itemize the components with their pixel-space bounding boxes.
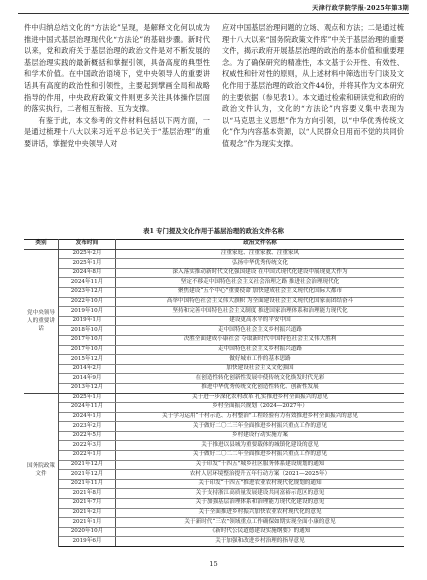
- date-cell: 2017年10月: [59, 335, 116, 345]
- document-name-cell: 坚持和完善中国特色社会主义制度 推进国家治理体系和治理能力现代化: [116, 307, 405, 317]
- table-row: [24, 537, 404, 547]
- document-name-cell: 建设更高水平的平安中国: [116, 316, 405, 326]
- document-name-cell: 关于新时代“三农”领域重点工作确保如期实现全面小康的意见: [116, 518, 405, 528]
- right-column: [222, 22, 404, 150]
- header-rule: [18, 13, 409, 14]
- table-row: [24, 249, 404, 259]
- document-name-cell: 在创造性转化创新性发展中使传统文化焕发时代光彩: [116, 374, 405, 384]
- table-row: [24, 508, 404, 518]
- table-row: [24, 441, 404, 451]
- date-cell: 2018年10月: [59, 326, 116, 336]
- date-cell: 2014年9月: [59, 374, 116, 384]
- date-cell: 2022年1月: [59, 451, 116, 461]
- document-name-cell: 坚定不移走中国特色社会主义社会治理之路 推进社会治理现代化: [116, 278, 405, 288]
- table-row: [24, 345, 404, 355]
- date-cell: 2024年11月: [59, 278, 116, 288]
- table-row: [24, 431, 404, 441]
- table-row: [24, 527, 404, 537]
- page-number: 15: [209, 560, 218, 568]
- header-time: 发布时间: [59, 240, 116, 250]
- document-name-cell: 做好城市工作的基本思路: [116, 355, 405, 365]
- table-row: [24, 335, 404, 345]
- date-cell: 2015年12月: [59, 355, 116, 365]
- table-row: [24, 364, 404, 374]
- table-row: [24, 460, 404, 470]
- table-row: [24, 259, 404, 269]
- date-cell: 2025年1月: [59, 393, 116, 403]
- document-name-cell: 加快建设社会主义文化强国: [116, 364, 405, 374]
- date-cell: 2021年12月: [59, 470, 116, 480]
- document-name-cell: 乡村全面振兴规划（2024—2027年）: [116, 403, 405, 413]
- date-cell: 2019年10月: [59, 307, 116, 317]
- document-name-cell: 关于做好二〇二三年全面推进乡村振兴重点工作的意见: [116, 422, 405, 432]
- document-name-cell: 关于支持浙江高质量发展建设共同富裕示范区的意见: [116, 489, 405, 499]
- date-cell: 2023年2月: [59, 422, 116, 432]
- right-paragraph-1: 应对中国基层治理问题的立场、观点和方法；二是通过梳理十八大以来“国务院政策文件库”中关于基层治理的重要文件，揭示政府开展基层治理的政治的基本价值和重要理念。为了确保研究的精准性，本文基于公开性、有效性、权威性和针对性的原则，从上述材料中筛选出专门谈及文化作用于基层治理的政治文件44份，并将其作为文本研究的主要依据（参见表1）。本文通过检索和研读党和政府的政治文件认为，文化的“方法论”内容要义集中表现为以“马克思主义思想”作为方向引领，以“中华优秀传统文化”作为内容基本资源，以“人民群众日用而不觉的共同价值观念”作为现实支撑。: [222, 23, 404, 148]
- date-cell: 2024年11月: [59, 403, 116, 413]
- date-cell: 2023年12月: [59, 287, 116, 297]
- table-row: [24, 287, 404, 297]
- table-row: [24, 374, 404, 384]
- document-table: [24, 239, 404, 547]
- table-row: [24, 307, 404, 317]
- date-cell: 2019年1月: [59, 316, 116, 326]
- document-name-cell: 深入落实推动新时代文化强国建设 在中国式现代化建设中展现更大作为: [116, 268, 405, 278]
- table-row: [24, 355, 404, 365]
- category-cell: 党中央领导人的重要讲话: [24, 249, 59, 393]
- table-row: [24, 479, 404, 489]
- document-name-cell: 关于推进以县城为重要载体的城镇化建设的意见: [116, 441, 405, 451]
- table-row: [24, 499, 404, 509]
- date-cell: 2020年10月: [59, 527, 116, 537]
- document-name-cell: 关于印发“十四五”城乡社区服务体系建设规划的通知: [116, 460, 405, 470]
- left-paragraph-2: 有鉴于此，本文参考的文件材料包括以下两方面，一是通过梳理十八大以来习近平总书记关于“基层治理”的重要讲话，掌握党中央领导人对: [24, 115, 210, 148]
- table-caption: 表1 专门提及文化作用于基层治理的政治文件名称: [143, 227, 284, 235]
- date-cell: 2013年12月: [59, 383, 116, 393]
- table-header-row: [24, 240, 404, 250]
- table-row: [24, 412, 404, 422]
- document-name-cell: 推进中华优秀传统文化创造性转化、创新性发展: [201, 384, 319, 391]
- date-cell: 2025年2月: [59, 249, 116, 259]
- date-cell: 2025年1月: [59, 259, 116, 269]
- document-name-cell: 关于加强和改进乡村治理的指导意见: [116, 537, 405, 547]
- table-row: [24, 393, 404, 403]
- table-row: [24, 403, 404, 413]
- document-name-cell: 关于印发“十四五”推进农业农村现代化规划的通知: [116, 479, 405, 489]
- document-name-cell: 关于学习运用“千村示范、万村整治”工程经验有力有效推进乡村全面振兴的意见: [116, 412, 405, 422]
- left-column: [24, 22, 210, 150]
- date-cell: 2021年2月: [59, 508, 116, 518]
- table-row: [24, 278, 404, 288]
- document-name-cell: 关于全面推进乡村振兴加快农业农村现代化的意见: [116, 508, 405, 518]
- date-cell: 2021年11月: [59, 479, 116, 489]
- table-row: [24, 316, 404, 326]
- date-cell: 2024年1月: [59, 412, 116, 422]
- document-name-cell: 聚焦建设“五个中心”重要使命 加快建成社会主义现代化国际大都市: [116, 287, 405, 297]
- document-name-cell: 乡村建设行动实施方案: [116, 431, 405, 441]
- date-cell: 2022年5月: [59, 431, 116, 441]
- document-name-cell: 关于做好二〇二二年全面推进乡村振兴重点工作的意见: [116, 451, 405, 461]
- table-row: [24, 268, 404, 278]
- document-name-cell: 农村人居环境整治提升五年行动方案（2021—2025年）: [116, 470, 405, 480]
- date-cell: 2017年10月: [59, 345, 116, 355]
- table-row: [24, 383, 404, 393]
- header-type: 类别: [24, 240, 59, 250]
- table-row: [24, 297, 404, 307]
- running-header: [0, 0, 427, 12]
- date-cell: 2014年2月: [59, 364, 116, 374]
- table-row: [24, 470, 404, 480]
- document-name-cell: 关于进一步深化农村改革 扎实推进乡村全面振兴的意见: [116, 393, 405, 403]
- left-paragraph-1: 件中归纳总结文化的“方法论”呈现，是解释文化何以成为推进中国式基层治理现代化“方法论”的基础步骤。新时代以来，党和政府关于基层治理的政治文件是对不断发展的基层治理实践的最新概括和掌握引领，具备高度的典型性和学术价值。在中国政治语境下，党中央领导人的重要讲话具有高度的政治性和引领性，主要起到擘画全局和战略指导的作用，中央政府政策文件则更多关注具体操作层面的落实执行，二者相互衔接、互为支撑。: [24, 23, 210, 114]
- document-name-cell: 走中国特色社会主义乡村振兴道路: [116, 326, 405, 336]
- document-name-cell: 走中国特色社会主义乡村振兴道路: [116, 345, 405, 355]
- document-name-cell: 高举中国特色社会主义伟大旗帜 为全面建设社会主义现代化国家而团结奋斗: [116, 297, 405, 307]
- document-name-cell: 弘扬中华优秀传统文化: [116, 259, 405, 269]
- date-cell: 2021年7月: [59, 499, 116, 509]
- document-name-cell: 关于加强基层治理体系和治理能力现代化建设的意见: [116, 499, 405, 509]
- header-name: 政治文件名称: [116, 240, 405, 250]
- table-row: [24, 489, 404, 499]
- table-row: [24, 422, 404, 432]
- date-cell: 2021年8月: [59, 489, 116, 499]
- document-name-cell: 注重家庭、注重家教、注重家风: [116, 249, 405, 259]
- table-row: [24, 518, 404, 528]
- date-cell: 2021年12月: [59, 460, 116, 470]
- table-row: [24, 326, 404, 336]
- journal-title: 天津行政学院学报·2025年第3期: [312, 5, 409, 12]
- category-cell: 国务院政策文件: [24, 393, 59, 547]
- date-cell: 2022年3月: [59, 441, 116, 451]
- date-cell: 2019年6月: [59, 537, 116, 547]
- table-row: [24, 451, 404, 461]
- date-cell: 2024年8月: [59, 268, 116, 278]
- document-name-cell: 决胜全面建成小康社会 夺取新时代中国特色社会主义伟大胜利: [116, 335, 405, 345]
- date-cell: 2021年1月: [59, 518, 116, 528]
- document-name-cell: 《新时代公民道德建设实施纲要》的通知: [116, 527, 405, 537]
- date-cell: 2022年10月: [59, 297, 116, 307]
